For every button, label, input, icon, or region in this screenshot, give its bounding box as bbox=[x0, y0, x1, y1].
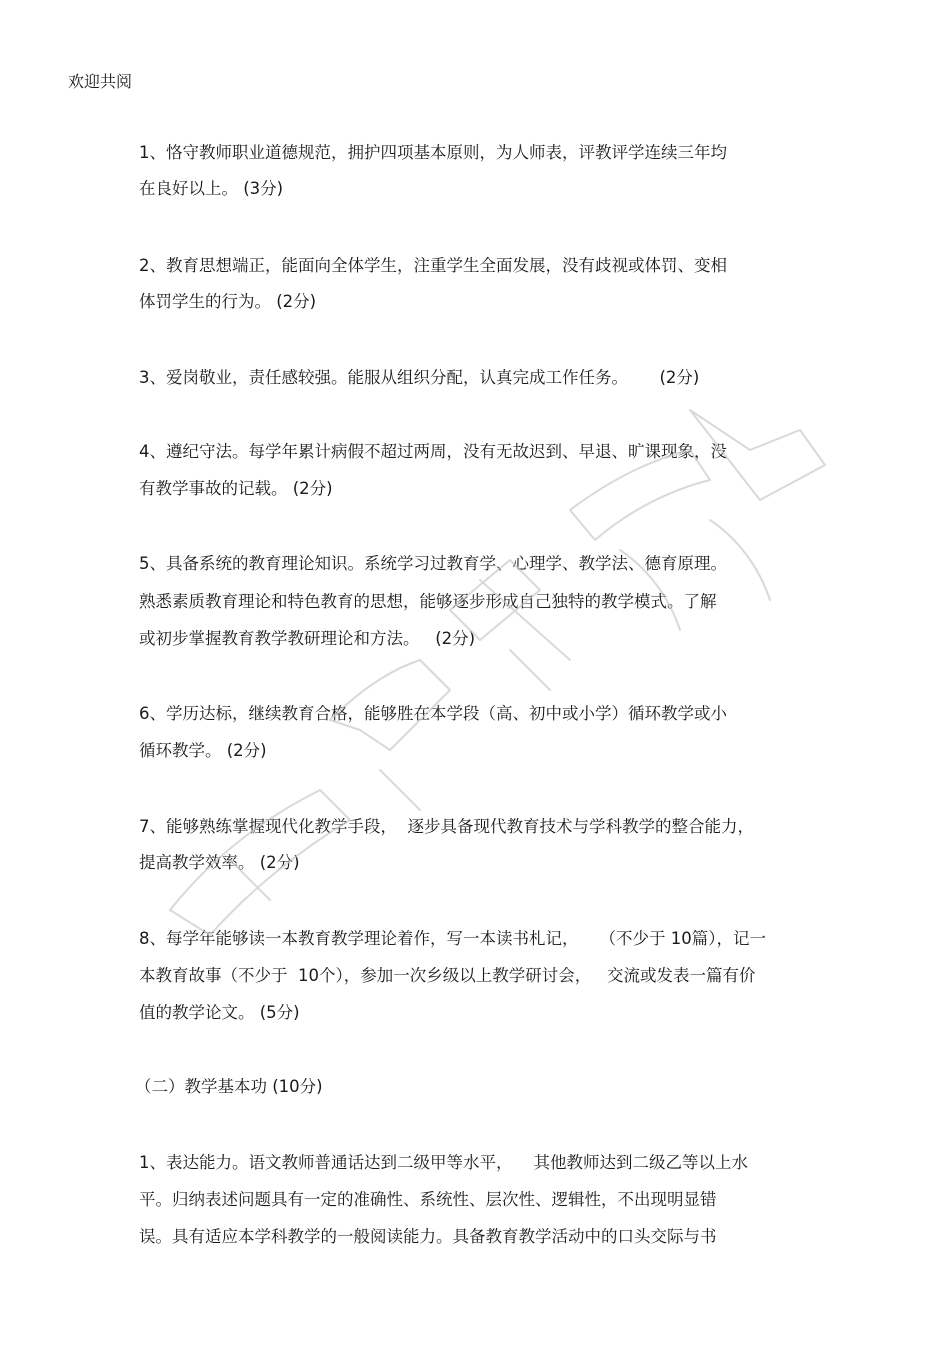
item-7-line-1: 7、能够熟练掌握现代化教学手段， 逐步具备现代教育技术与学科教学的整合能力， bbox=[139, 817, 754, 836]
section-heading: （二）教学基本功 (10分) bbox=[135, 1077, 323, 1096]
item-5-line-2: 熟悉素质教育理论和特色教育的思想，能够逐步形成自己独特的教学模式。了解 bbox=[139, 592, 717, 611]
item-2-line-1: 2、教育思想端正，能面向全体学生，注重学生全面发展，没有歧视或体罚、变相 bbox=[139, 256, 727, 275]
item-5-line-1: 5、具备系统的教育理论知识。系统学习过教育学、心理学、教学法、德育原理。 bbox=[139, 554, 727, 573]
skill-1-line-1: 1、表达能力。语文教师普通话达到二级甲等水平， 其他教师达到二级乙等以上水 bbox=[139, 1153, 748, 1172]
item-5-line-3: 或初步掌握教育教学教研理论和方法。 (2分) bbox=[139, 629, 476, 648]
skill-1-line-3: 误。具有适应本学科教学的一般阅读能力。具备教育教学活动中的口头交际与书 bbox=[139, 1227, 717, 1246]
item-2-line-2: 体罚学生的行为。 (2分) bbox=[139, 292, 317, 311]
item-4-line-1: 4、遵纪守法。每学年累计病假不超过两周，没有无故迟到、早退、旷课现象，没 bbox=[139, 442, 727, 461]
item-1-line-1: 1、恪守教师职业道德规范，拥护四项基本原则，为人师表，评教评学连续三年均 bbox=[139, 143, 727, 162]
item-8-line-2: 本教育故事（不少于 10个），参加一次乡级以上教学研讨会， 交流或发表一篇有价 bbox=[139, 966, 756, 985]
item-6-line-2: 循环教学。 (2分) bbox=[139, 741, 267, 760]
item-4-line-2: 有教学事故的记载。 (2分) bbox=[139, 479, 333, 498]
page-header: 欢迎共阅 bbox=[68, 72, 133, 91]
item-3-line-1: 3、爱岗敬业，责任感较强。能服从组织分配，认真完成工作任务。 (2分) bbox=[139, 368, 700, 387]
item-6-line-1: 6、学历达标，继续教育合格，能够胜在本学段（高、初中或小学）循环教学或小 bbox=[139, 704, 727, 723]
skill-1-line-2: 平。归纳表述问题具有一定的准确性、系统性、层次性、逻辑性，不出现明显错 bbox=[139, 1190, 717, 1209]
item-1-line-2: 在良好以上。 (3分) bbox=[139, 179, 284, 198]
item-8-line-3: 值的教学论文。 (5分) bbox=[139, 1003, 300, 1022]
item-7-line-2: 提高教学效率。 (2分) bbox=[139, 853, 300, 872]
item-8-line-1: 8、每学年能够读一本教育教学理论着作，写一本读书札记， （不少于 10篇），记一 bbox=[139, 929, 766, 948]
